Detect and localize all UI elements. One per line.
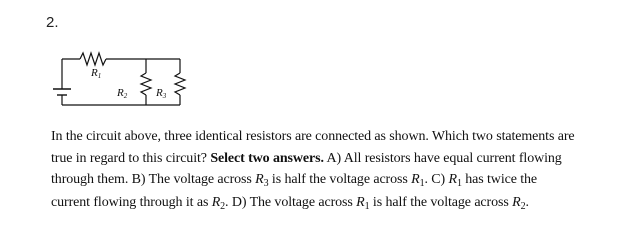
- question-line-3: through them. B) The voltage across $R_3$ is half the voltage across $R_1$. C) $R_1$ has twice the: [51, 172, 538, 189]
- resistor-r3: [175, 73, 185, 95]
- question-text: [51, 126, 633, 214]
- circuit-diagram: [50, 45, 200, 115]
- label-r1: R1: [91, 67, 102, 80]
- question-number: 2.: [46, 14, 59, 31]
- resistor-r2: [141, 73, 151, 95]
- question-line-1: In the circuit above, three identical resistors are connected as shown. Which two statements are: [51, 129, 575, 144]
- question-line-4: current flowing through it as $R_2$. D) The voltage across $R_1$ is half the voltage across $R_2$.: [51, 194, 529, 212]
- resistor-r1: [80, 53, 106, 65]
- label-r2: R2: [117, 87, 128, 100]
- question-line-2: true in regard to this circuit? Select two answers. A) All resistors have equal current flowing: [51, 150, 562, 166]
- select-two-emphasis: Select two answers.: [210, 150, 324, 166]
- label-r3: R3: [156, 87, 167, 100]
